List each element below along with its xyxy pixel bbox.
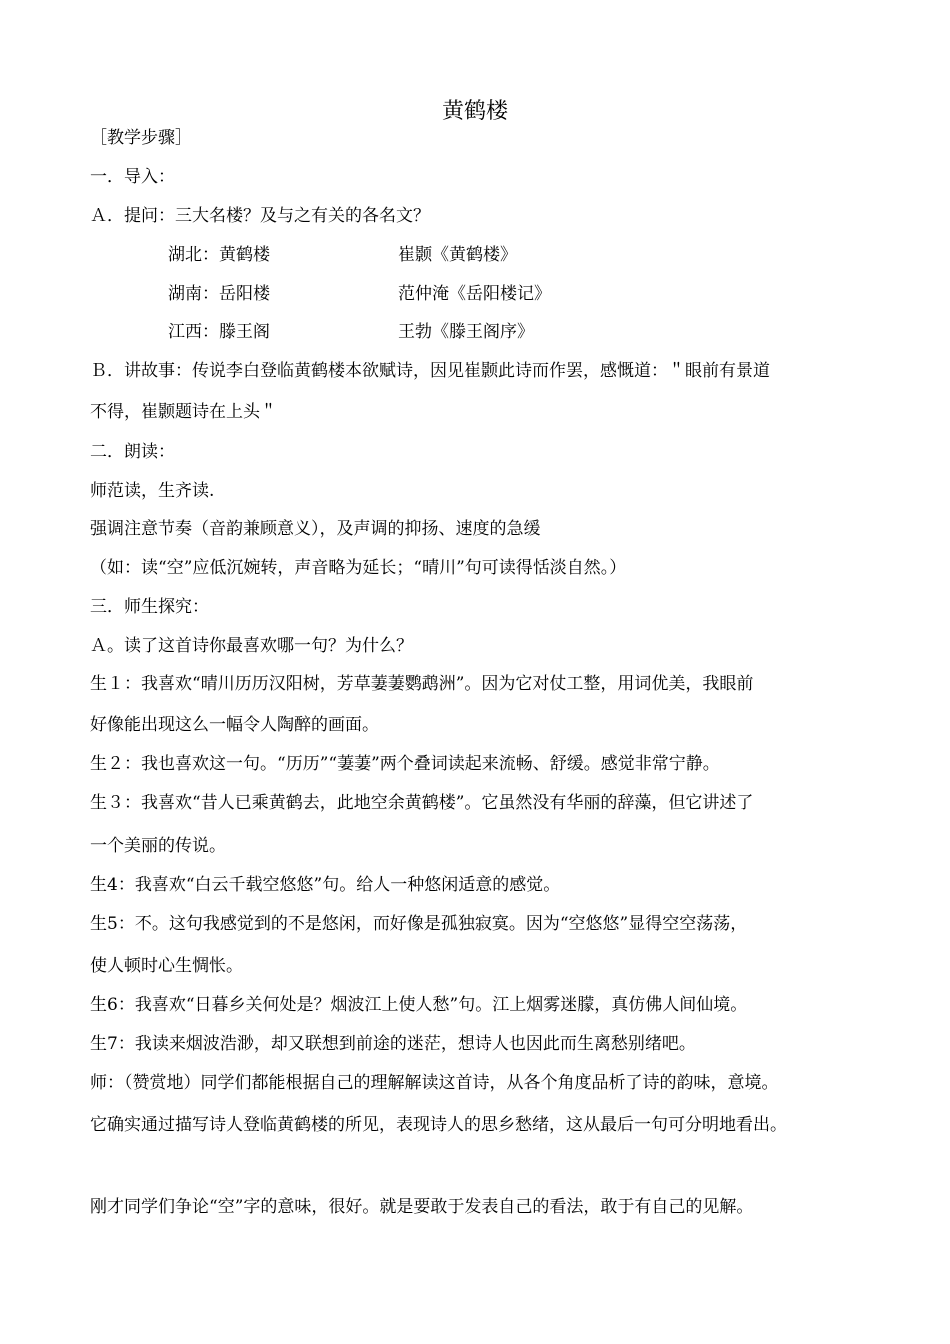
tower-place: 江西：滕王阁 [168, 322, 270, 342]
tower-place: 湖南：岳阳楼 [168, 284, 270, 304]
section-heading-reading: 二．朗读： [90, 442, 175, 462]
teacher-line: 刚才同学们争论“空”字的意味，很好。就是要敢于发表自己的看法，敢于有自己的见解。 [90, 1197, 754, 1217]
teacher-line: 它确实通过描写诗人登临黄鹤楼的所见，表现诗人的思乡愁绪，这从最后一句可分明地看出。 [90, 1115, 787, 1135]
page-title: 黄鹤楼 [441, 99, 508, 124]
student-line: 生4：我喜欢“白云千载空悠悠”句。给人一种悠闲适意的感觉。 [90, 875, 561, 895]
student-line: 一个美丽的传说。 [90, 836, 226, 856]
student-line: 生5：不。这句我感觉到的不是悠闲，而好像是孤独寂寞。因为“空悠悠”显得空空荡荡， [90, 914, 748, 934]
student-line: 生6：我喜欢“日暮乡关何处是？烟波江上使人愁”句。江上烟雾迷朦，真仿佛人间仙境。 [90, 995, 748, 1015]
tower-work: 崔颢《黄鹤楼》 [398, 245, 517, 265]
paragraph-line: 强调注意节奏（音韵兼顾意义），及声调的抑扬、速度的急缓 [90, 519, 541, 539]
teacher-line: 师：（赞赏地）同学们都能根据自己的理解解读这首诗，从各个角度品析了诗的韵味，意境。 [90, 1073, 779, 1093]
story-line: 不得，崔颢题诗在上头＂ [90, 402, 277, 422]
tower-work: 王勃《滕王阁序》 [398, 322, 534, 342]
question-line: Ａ．提问：三大名楼？及与之有关的各名文？ [90, 206, 430, 226]
student-line: 使人顿时心生惆怅。 [90, 956, 243, 976]
steps-heading: ［教学步骤］ [90, 128, 192, 148]
section-heading-inquiry: 三．师生探究： [90, 597, 209, 617]
student-line: 生7：我读来烟波浩渺，却又联想到前途的迷茫，想诗人也因此而生离愁别绪吧。 [90, 1034, 696, 1054]
question-line: Ａ。读了这首诗你最喜欢哪一句？为什么？ [90, 636, 413, 656]
student-line: 生２：我也喜欢这一句。“历历”“萋萋”两个叠词读起来流畅、舒缓。感觉非常宁静。 [90, 754, 720, 774]
story-line: Ｂ．讲故事：传说李白登临黄鹤楼本欲赋诗，因见崔颢此诗而作罢，感慨道：＂眼前有景道 [90, 361, 770, 381]
tower-place: 湖北：黄鹤楼 [168, 245, 270, 265]
student-line: 生３：我喜欢“昔人已乘黄鹤去，此地空余黄鹤楼”。它虽然没有华丽的辞藻，但它讲述了 [90, 793, 754, 813]
student-line: 好像能出现这么一幅令人陶醉的画面。 [90, 715, 379, 735]
tower-work: 范仲淹《岳阳楼记》 [398, 284, 551, 304]
student-line: 生１：我喜欢“晴川历历汉阳树，芳草萋萋鹦鹉洲”。因为它对仗工整，用词优美，我眼前 [90, 674, 754, 694]
paragraph-line: 师范读，生齐读. [90, 481, 215, 501]
section-heading-intro: 一．导入： [90, 167, 175, 187]
paragraph-line: （如：读“空”应低沉婉转，声音略为延长；“晴川”句可读得恬淡自然。） [90, 558, 627, 578]
